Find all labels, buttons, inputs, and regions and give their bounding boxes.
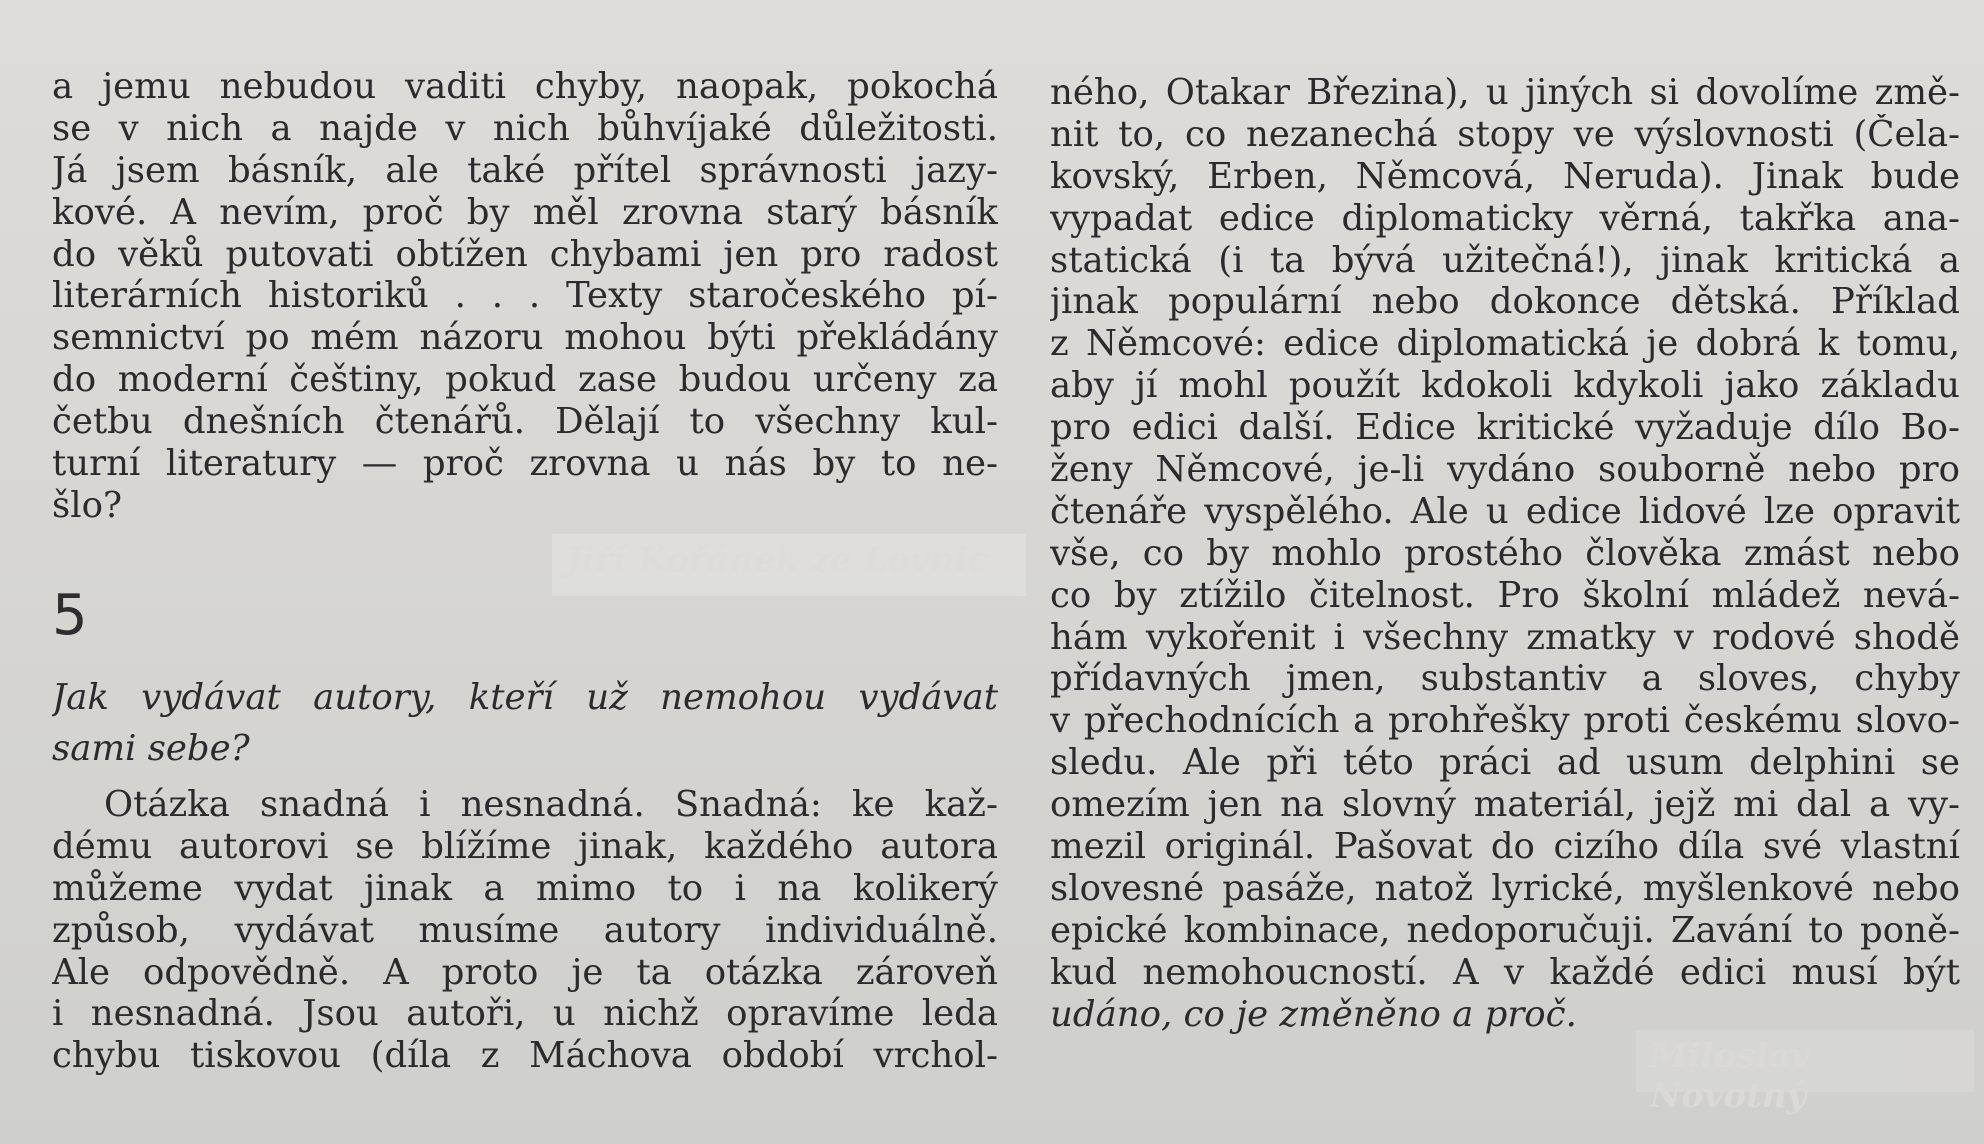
text-line: hám vykořenit i všechny zmatky v rodové shodě (1050, 616, 1960, 658)
text-line: Ale odpovědně. A proto je ta otázka zároveň (52, 951, 998, 993)
text-line: semnictví po mém názoru mohou býti překládány (52, 317, 998, 359)
text-line: způsob, vydávat musíme autory individuálně. (52, 909, 998, 951)
text-line: Já jsem básník, ale také přítel správnosti jazy- (52, 149, 998, 191)
text-line: chybu tiskovou (díla z Máchova období vrchol- (52, 1035, 998, 1077)
section-title-line: Jak vydávat autory, kteří už nemohou vydávat (52, 677, 998, 718)
text-line: z Němcové: edice diplomatická je dobrá k tomu, (1050, 323, 1960, 365)
text-line: i nesnadná. Jsou autoři, u nichž opravíme leda (52, 993, 998, 1035)
text-line: pro edici další. Edice kritické vyžaduje dílo Bo- (1050, 407, 1960, 449)
text-line: v přechodnících a prohřešky proti českému slovo- (1050, 700, 1960, 742)
text-line: vypadat edice diplomaticky věrná, takřka ana- (1050, 197, 1960, 239)
text-line: Otázka snadná i nesnadná. Snadná: ke kaž- (104, 784, 998, 825)
text-line: sledu. Ale při této práci ad usum delphini se (1050, 742, 1960, 784)
text-line: přídavných jmen, substantiv a sloves, chyby (1050, 658, 1960, 700)
text-line: co by ztížilo čitelnost. Pro školní mládež nevá- (1050, 574, 1960, 616)
text-line: turní literatury — proč zrovna u nás by to ne- (52, 443, 998, 485)
section-title (52, 672, 998, 774)
text-line: epické kombinace, nedoporučuji. Zavání to poně- (1050, 909, 1960, 951)
left-column-text (52, 66, 998, 527)
section-title-line: sami sebe? (52, 728, 250, 769)
text-line: omezím jen na slovný materiál, jejž mi dal a vy- (1050, 784, 1960, 826)
text-line: jinak populární nebo dokonce dětská. Příklad (1050, 281, 1960, 323)
text-line: můžeme vydat jinak a mimo to i na kolikerý (52, 867, 998, 909)
text-line: do moderní češtiny, pokud zase budou určeny za (52, 359, 998, 401)
text-line: čtenáře vyspělého. Ale u edice lidové lze opravit (1050, 490, 1960, 532)
text-line: udáno, co je změněno a proč. (1050, 993, 1577, 1035)
faint-signature-right: Miloslav Novotný (1636, 1030, 1974, 1092)
text-line: statická (i ta bývá užitečná!), jinak kritická a (1050, 239, 1960, 281)
left-column-body (52, 784, 998, 1077)
text-line: a jemu nebudou vaditi chyby, naopak, pokochá (52, 66, 998, 107)
text-line: aby jí mohl použít kdokoli kdykoli jako základu (1050, 365, 1960, 407)
section-number: 5 (52, 583, 88, 648)
text-line: ného, Otakar Březina), u jiných si dovolíme změ- (1050, 72, 1960, 113)
text-line: kud nemohoucností. A v každé edici musí být (1050, 951, 1960, 993)
faint-signature-left: Jiří Kořánek ze Lovnic (552, 534, 1026, 596)
text-line: četbu dnešních čtenářů. Dělají to všechny kul- (52, 401, 998, 443)
text-line: slovesné pasáže, natož lyrické, myšlenkové nebo (1050, 867, 1960, 909)
text-line: vše, co by mohlo prostého člověka zmást nebo (1050, 532, 1960, 574)
right-column-text (1050, 72, 1960, 1035)
text-line: kové. A nevím, proč by měl zrovna starý básník (52, 191, 998, 233)
text-line: mezil originál. Pašovat do cizího díla své vlastní (1050, 826, 1960, 868)
text-line: literárních historiků . . . Texty staročeského pí- (52, 275, 998, 317)
text-line: nit to, co nezanechá stopy ve výslovnosti (Čela- (1050, 113, 1960, 155)
text-line: do věků putovati obtížen chybami jen pro radost (52, 233, 998, 275)
text-line: dému autorovi se blížíme jinak, každého autora (52, 825, 998, 867)
text-line: kovský, Erben, Němcová, Neruda). Jinak bude (1050, 155, 1960, 197)
text-line: se v nich a najde v nich bůhvíjaké důležitosti. (52, 107, 998, 149)
text-line: ženy Němcové, je-li vydáno souborně nebo pro (1050, 449, 1960, 491)
text-line: šlo? (52, 484, 122, 526)
